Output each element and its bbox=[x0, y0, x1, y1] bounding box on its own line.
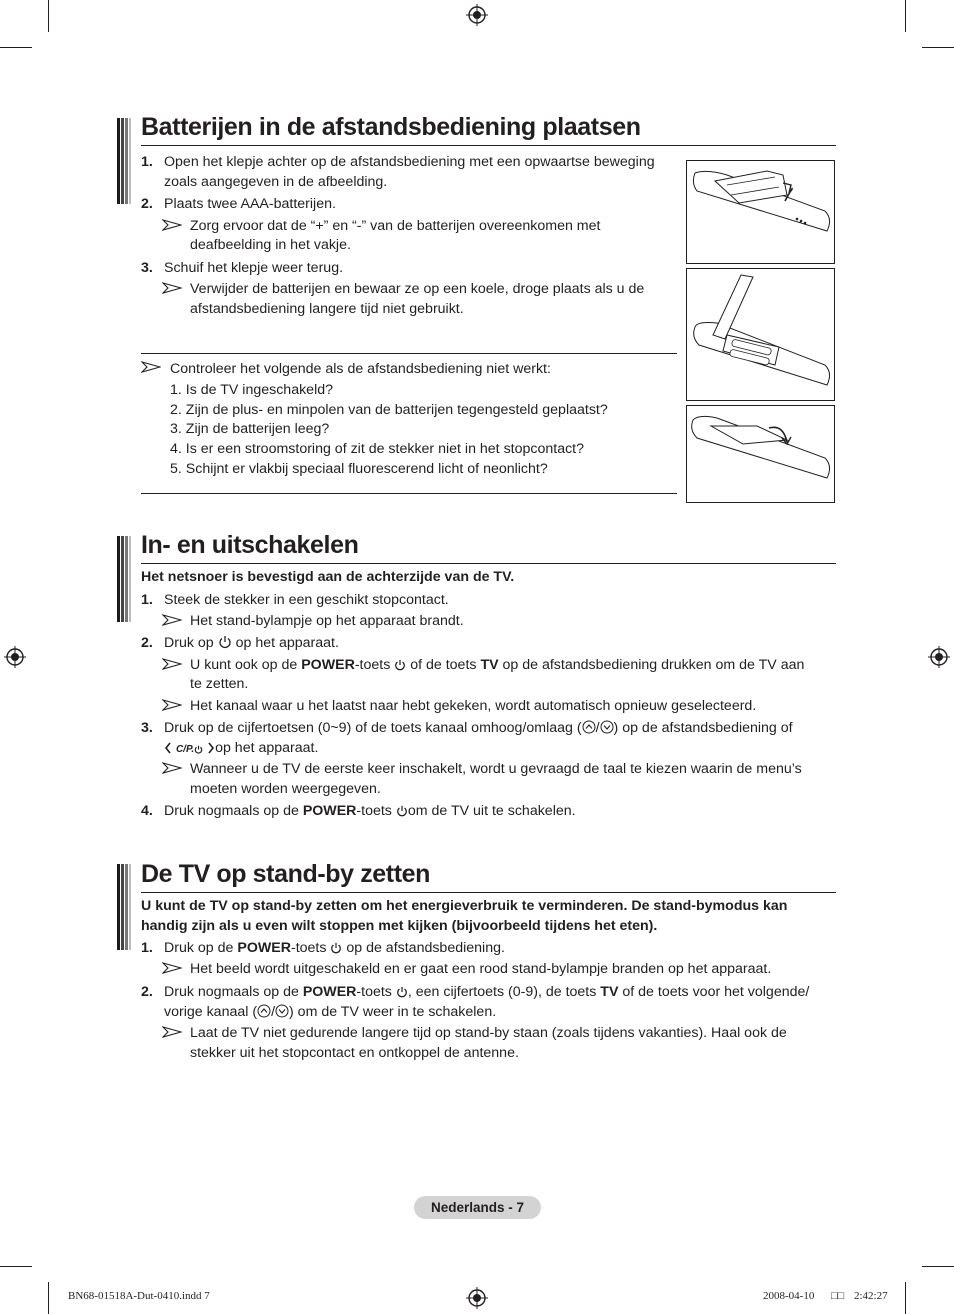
step-number: 2. bbox=[141, 984, 153, 1000]
step-text-part: -toets bbox=[356, 984, 392, 1000]
section-intro: handig zijn als u even wilt stoppen met kijken (bijvoorbeeld tijdens het eten). bbox=[141, 918, 658, 934]
check-item: 4. Is er een stroomstoring of zit de stekker niet in het stopcontact? bbox=[170, 441, 585, 457]
crop-mark bbox=[0, 47, 32, 48]
remote-figure-open-cover bbox=[686, 160, 835, 264]
channel-down-icon bbox=[600, 720, 614, 734]
tv-key-label: TV bbox=[600, 984, 619, 1000]
crop-mark bbox=[922, 47, 954, 48]
power-key-label: POWER bbox=[302, 984, 357, 1000]
note-text-part: U kunt ook op de bbox=[190, 657, 298, 673]
step-number: 1. bbox=[141, 940, 153, 956]
note-arrow-icon bbox=[162, 614, 182, 626]
power-icon bbox=[194, 745, 203, 754]
step-number: 1. bbox=[141, 154, 153, 170]
step-text-part: Druk nogmaals op de bbox=[164, 803, 299, 819]
power-icon bbox=[394, 659, 406, 671]
step-number: 1. bbox=[141, 592, 153, 608]
channel-up-icon bbox=[582, 720, 596, 734]
step-text-part: Druk op bbox=[164, 635, 214, 651]
section-title: In- en uitschakelen bbox=[141, 531, 359, 559]
channel-up-icon bbox=[257, 1004, 271, 1018]
power-key-label: POWER bbox=[302, 803, 357, 819]
step-number: 3. bbox=[141, 260, 153, 276]
note-text: Zorg ervoor dat de “+” en “-” van de batterijen overeenkomen met bbox=[190, 218, 601, 234]
page-number-pill: Nederlands - 7 bbox=[414, 1196, 541, 1219]
note-text bbox=[190, 655, 804, 675]
note-text: te zetten. bbox=[190, 676, 249, 692]
step-text-part: , een cijfertoets (0-9), de toets bbox=[407, 984, 597, 1000]
tv-key-label: TV bbox=[480, 657, 499, 673]
channel-down-icon bbox=[275, 1004, 289, 1018]
note-arrow-icon bbox=[162, 962, 182, 974]
chevron-right-icon bbox=[207, 742, 215, 754]
power-icon bbox=[396, 805, 408, 817]
registration-mark-icon bbox=[928, 646, 950, 668]
step-text bbox=[164, 718, 793, 738]
step-text: zoals aangegeven in de afbeelding. bbox=[164, 174, 388, 190]
crop-mark bbox=[922, 1266, 954, 1267]
power-icon bbox=[330, 942, 342, 954]
step-text-part: Druk op de cijfertoetsen (0~9) of de toets kanaal omhoog/omlaag ( bbox=[164, 720, 582, 736]
section-intro: Het netsnoer is bevestigd aan de achterzijde van de TV. bbox=[141, 569, 515, 585]
crop-mark bbox=[905, 1282, 906, 1314]
step-number: 2. bbox=[141, 635, 153, 651]
section-rule bbox=[141, 892, 836, 893]
step-text bbox=[164, 801, 576, 821]
step-text: Plaats twee AAA-batterijen. bbox=[164, 196, 336, 212]
note-text: Het beeld wordt uitgeschakeld en er gaat een rood stand-bylampje branden op het apparaat. bbox=[190, 961, 772, 977]
power-icon bbox=[218, 635, 232, 649]
step-text-part: of de toets voor het volgende/ bbox=[622, 984, 810, 1000]
chevron-left-icon bbox=[164, 742, 172, 754]
section-bar bbox=[117, 864, 131, 950]
step-text-part: vorige kanaal ( bbox=[164, 1004, 258, 1020]
note-text: Laat de TV niet gedurende langere tijd op stand-by staan (zoals tijdens vakanties). Haal ook de bbox=[190, 1025, 787, 1041]
note-text: Het kanaal waar u het laatst naar hebt gekeken, wordt automatisch opnieuw geselecteerd. bbox=[190, 698, 757, 714]
note-arrow-icon bbox=[162, 762, 182, 774]
note-arrow-icon bbox=[162, 282, 182, 294]
check-intro: Controleer het volgende als de afstandsbediening niet werkt: bbox=[170, 361, 551, 377]
check-item: 5. Schijnt er vlakbij speciaal fluorescerend licht of neonlicht? bbox=[170, 461, 548, 477]
power-icon bbox=[396, 986, 408, 998]
section-intro: U kunt de TV op stand-by zetten om het energieverbruik te verminderen. De stand-bymodus kan bbox=[141, 898, 788, 914]
note-text-part: -toets bbox=[354, 657, 391, 673]
note-text: deafbeelding in het vakje. bbox=[190, 237, 351, 253]
step-text-part: -toets bbox=[356, 803, 392, 819]
footer-time: 2:42:27 bbox=[854, 1290, 888, 1302]
check-item: 3. Zijn de batterijen leeg? bbox=[170, 421, 330, 437]
step-text-part: op het apparaat. bbox=[235, 635, 339, 651]
check-box-bottom-rule bbox=[141, 493, 677, 494]
step-text-part: ) op de afstandsbediening of bbox=[613, 720, 793, 736]
footer-date: 2008-04-10 bbox=[763, 1290, 815, 1302]
step-text-part: om de TV uit te schakelen. bbox=[407, 803, 576, 819]
step-number: 4. bbox=[141, 803, 153, 819]
step-text-part: Druk op de bbox=[164, 940, 234, 956]
note-arrow-icon bbox=[162, 658, 182, 670]
note-arrow-icon bbox=[162, 1026, 182, 1038]
step-text bbox=[164, 738, 318, 760]
note-text: Het stand-bylampje op het apparaat brandt. bbox=[190, 613, 464, 629]
section-rule bbox=[141, 563, 836, 564]
section-title: Batterijen in de afstandsbediening plaatsen bbox=[141, 113, 641, 141]
note-text: afstandsbediening langere tijd niet gebruikt. bbox=[190, 301, 464, 317]
step-text-part: / bbox=[595, 720, 600, 736]
check-item: 2. Zijn de plus- en minpolen van de batterijen tegengesteld geplaatst? bbox=[170, 402, 608, 418]
note-arrow-icon bbox=[141, 361, 161, 373]
step-number: 3. bbox=[141, 720, 153, 736]
section-bar bbox=[117, 536, 131, 622]
section-bar bbox=[117, 118, 131, 204]
crop-mark bbox=[905, 0, 906, 32]
note-text: Verwijder de batterijen en bewaar ze op een koele, droge plaats als u de bbox=[190, 281, 645, 297]
check-item: 1. Is de TV ingeschakeld? bbox=[170, 382, 333, 398]
note-arrow-icon bbox=[162, 699, 182, 711]
step-text bbox=[164, 938, 505, 958]
step-number: 2. bbox=[141, 196, 153, 212]
section-rule bbox=[141, 145, 836, 146]
step-text bbox=[164, 633, 339, 653]
step-text bbox=[164, 1002, 496, 1022]
step-text-part: Druk nogmaals op de bbox=[164, 984, 299, 1000]
registration-mark-icon bbox=[466, 1287, 488, 1309]
power-key-label: POWER bbox=[237, 940, 291, 956]
registration-mark-icon bbox=[466, 4, 488, 26]
cp-button-label: C/P. bbox=[175, 744, 195, 755]
section-title: De TV op stand-by zetten bbox=[141, 860, 431, 888]
check-box-top-rule bbox=[141, 353, 677, 354]
crop-mark bbox=[48, 1282, 49, 1314]
step-text: Open het klepje achter op de afstandsbediening met een opwaartse beweging bbox=[164, 154, 655, 170]
step-text: Schuif het klepje weer terug. bbox=[164, 260, 344, 276]
note-text: stekker uit het stopcontact en ontkoppel de antenne. bbox=[190, 1045, 519, 1061]
step-text-part: / bbox=[271, 1004, 276, 1020]
note-text-part: of de toets bbox=[410, 657, 477, 673]
footer-boxes: □□ bbox=[831, 1290, 845, 1302]
crop-mark bbox=[48, 0, 49, 32]
registration-mark-icon bbox=[4, 646, 26, 668]
power-key-label: POWER bbox=[301, 657, 355, 673]
step-text-part: ) om de TV weer in te schakelen. bbox=[289, 1004, 497, 1020]
note-text: moeten worden weergegeven. bbox=[190, 781, 381, 797]
crop-mark bbox=[0, 1266, 32, 1267]
note-text-part: op de afstandsbediening drukken om de TV aan bbox=[502, 657, 805, 673]
remote-figure-close-cover bbox=[686, 405, 835, 503]
step-text bbox=[164, 982, 809, 1002]
remote-figure-batteries bbox=[686, 268, 835, 401]
step-text: Steek de stekker in een geschikt stopcontact. bbox=[164, 592, 449, 608]
step-text-part: op het apparaat. bbox=[215, 740, 319, 756]
footer-filename: BN68-01518A-Dut-0410.indd 7 bbox=[68, 1290, 210, 1302]
step-text-part: op de afstandsbediening. bbox=[346, 940, 505, 956]
note-arrow-icon bbox=[162, 219, 182, 231]
step-text-part: -toets bbox=[290, 940, 327, 956]
note-text: Wanneer u de TV de eerste keer inschakelt, wordt u gevraagd de taal te kiezen waarin de menu’s bbox=[190, 761, 802, 777]
